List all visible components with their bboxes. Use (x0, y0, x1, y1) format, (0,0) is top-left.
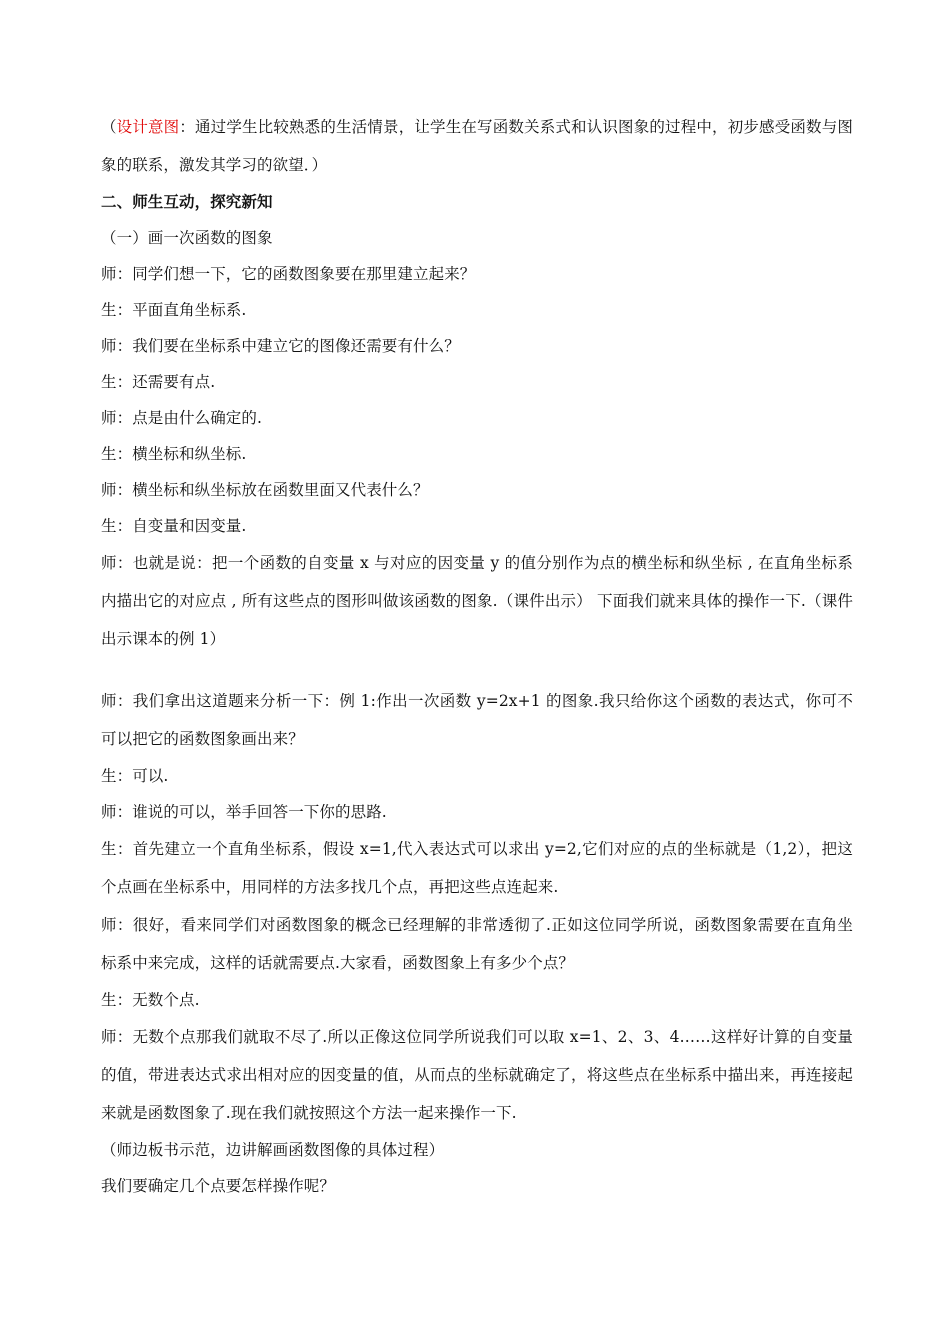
dialogue-line: 师：同学们想一下，它的函数图象要在那里建立起来？ (101, 265, 476, 283)
document-page (101, 108, 853, 1204)
dialogue-line: 生：无数个点. (101, 991, 200, 1009)
dialogue-line: 生：自变量和因变量. (101, 517, 247, 535)
dialogue-line: 师：无数个点那我们就取不尽了.所以正像这位同学所说我们可以取 x=1、2、3、4……这样好计算的自变量的值，带进表达式求出相对应的因变量的值，从而点的坐标就确定了，将这些点在坐标系中描出来，再连接起来就是函数图象了.现在我们就按照这个方法一起来操作一下. (101, 1028, 853, 1122)
dialogue-line: 师：我们要在坐标系中建立它的图像还需要有什么？ (101, 337, 460, 355)
dialogue-line: 师：我们拿出这道题来分析一下：例 1:作出一次函数 y=2x+1 的图象.我只给你这个函数的表达式，你可不可以把它的函数图象画出来？ (101, 692, 853, 748)
dialogue-line: 生：横坐标和纵坐标. (101, 445, 247, 463)
stage-direction: （师边板书示范，边讲解画函数图像的具体过程） (101, 1141, 445, 1159)
design-intent-text: ：通过学生比较熟悉的生活情景，让学生在写函数关系式和认识图象的过程中，初步感受函数与图象的联系，激发其学习的欲望．） (101, 118, 853, 174)
dialogue-line: 生：首先建立一个直角坐标系，假设 x=1,代入表达式可以求出 y=2,它们对应的点的坐标就是（1,2），把这个点画在坐标系中，用同样的方法多找几个点，再把这些点连起来. (101, 840, 853, 896)
dialogue-line: 师：谁说的可以，举手回答一下你的思路. (101, 803, 387, 821)
dialogue-line: 生：平面直角坐标系. (101, 301, 247, 319)
subsection-title: （一）画一次函数的图象 (101, 229, 273, 247)
design-intent-prefix: （ (101, 118, 117, 136)
dialogue-line: 生：还需要有点. (101, 373, 216, 391)
dialogue-line: 生：可以. (101, 767, 169, 785)
paragraph-gap (101, 658, 853, 682)
dialogue-line: 师：横坐标和纵坐标放在函数里面又代表什么？ (101, 481, 429, 499)
dialogue-line: 师：点是由什么确定的. (101, 409, 263, 427)
design-intent-label: 设计意图 (116, 118, 180, 136)
section-heading: 二、师生互动，探究新知 (101, 192, 273, 211)
design-intent-paragraph (101, 108, 853, 184)
dialogue-line: 师：也就是说：把一个函数的自变量 x 与对应的因变量 y 的值分别作为点的横坐标和纵坐标 , 在直角坐标系内描出它的对应点 , 所有这些点的图形叫做该函数的图象.（课件出示） 下面我们就来具体的操作一下.（课件出示课本的例 1） (101, 554, 853, 648)
dialogue-line: 我们要确定几个点要怎样操作呢？ (101, 1177, 336, 1195)
dialogue-line: 师：很好，看来同学们对函数图象的概念已经理解的非常透彻了.正如这位同学所说，函数图象需要在直角坐标系中来完成，这样的话就需要点.大家看，函数图象上有多少个点？ (101, 916, 853, 972)
